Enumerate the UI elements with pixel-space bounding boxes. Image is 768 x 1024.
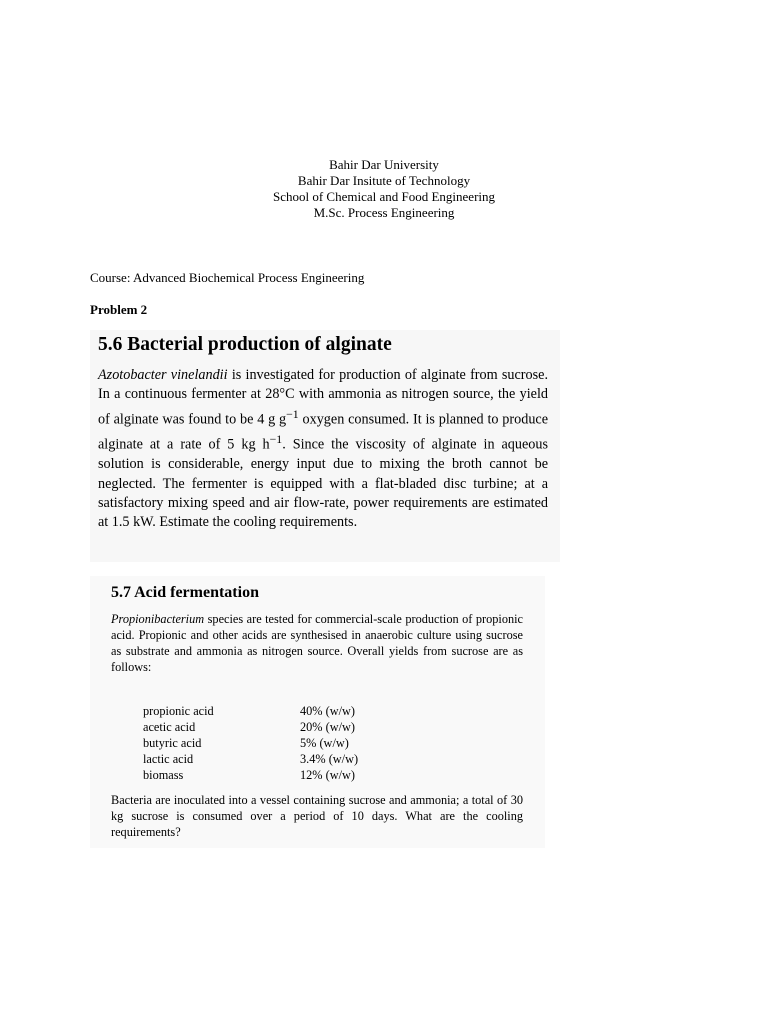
yield-table [143,703,410,783]
problem-label: Problem 2 [90,302,148,317]
section-5-6-paragraph [98,366,548,533]
yield-name: biomass [143,768,184,783]
scanned-section-5-6 [90,330,560,562]
yield-value: 20% (w/w) [300,720,355,735]
program-name: M.Sc. Process Engineering [313,205,455,220]
organism-name: Propionibacterium [111,612,205,626]
exponent-1: −1 [286,406,299,421]
section-5-7-title: 5.7 Acid fermentation [111,584,259,601]
institute-name: Bahir Dar Insitute of Technology [297,173,471,188]
paragraph-text-1: is investigated for production of alginate from sucrose. In a continuous fermenter at 28°C with ammonia as nitrogen source, the yield of alginate was found to be 4 g g [98,367,548,428]
yield-value: 5% (w/w) [300,736,349,751]
section-5-7-question: Bacteria are inoculated into a vessel containing sucrose and ammonia; a total of 30 kg sucrose is consumed over a period of 10 days. What are the cooling requirements? [111,793,523,840]
section-5-6-title: 5.6 Bacterial production of alginate [98,334,392,355]
yield-row [143,719,410,735]
course-title: Course: Advanced Biochemical Process Engineering [90,270,365,285]
scanned-section-5-7 [90,576,545,848]
yield-name: acetic acid [143,720,196,735]
section-5-7-paragraph [111,611,523,675]
yield-value: 3.4% (w/w) [300,752,359,767]
yield-name: propionic acid [143,704,214,718]
yield-row [143,735,410,751]
yield-value: 40% (w/w) [300,704,355,718]
paragraph-text-3: . Since the viscosity of alginate in aqueous solution is considerable, energy input due to mixing the broth cannot be neglected. The fermenter is equipped with a flat-bladed disc turbine; at a satisfactory mixing speed and air flow-rate, power requirements are estimated at 1.5 kW. Estimate the cooling requirements. [98,436,548,531]
school-name: School of Chemical and Food Engineering [272,189,496,204]
yield-value: 12% (w/w) [300,768,355,783]
organism-name: Azotobacter vinelandii [98,367,228,383]
document-header [0,157,768,221]
paragraph-text-2: oxygen consumed. It is planned to produce alginate at a rate of 5 kg h [98,411,549,453]
yield-name: lactic acid [143,752,194,767]
yield-row [143,751,410,767]
exponent-2: −1 [269,431,283,446]
university-name: Bahir Dar University [329,157,439,172]
yield-name: butyric acid [143,736,202,751]
yield-row [143,703,410,719]
paragraph-text-1: species are tested for commercial-scale production of propionic acid. Propionic and other acids are synthesised in anaerobic culture using sucrose as substrate and ammonia as nitrogen source. Overall yields from sucrose are as follows: [111,612,523,675]
yield-row [143,767,410,783]
